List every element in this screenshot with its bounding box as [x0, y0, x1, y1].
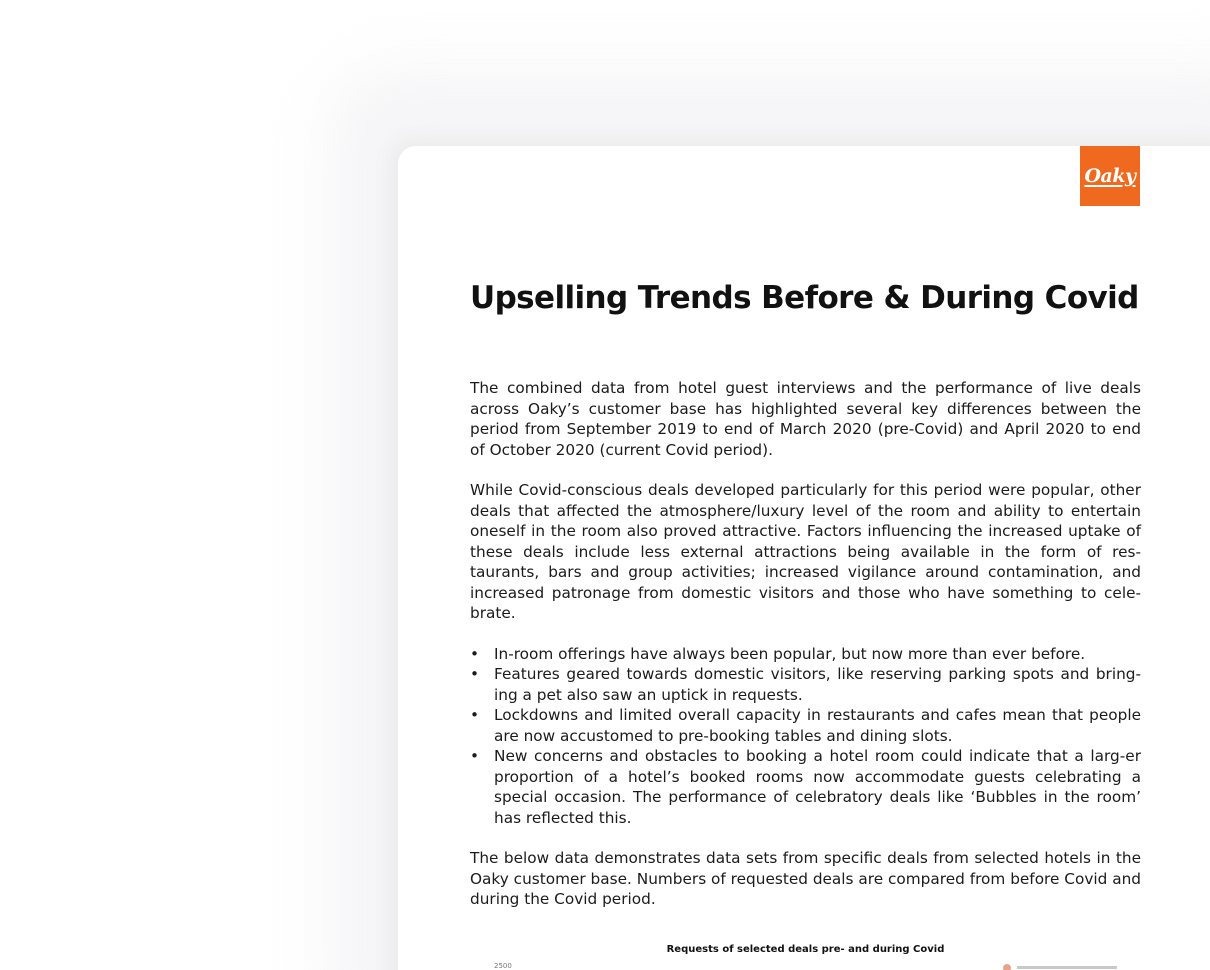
legend-marker — [1003, 964, 1011, 970]
intro-paragraph: The combined data from hotel guest interviews and the performance of live deals across Oaky’s customer base has highlighted several key differences between the period from September 2019 to end of March 2020 (pre-Covid) and April 2020 to end of October 2020 (current Covid period). — [470, 379, 1141, 459]
list-item: • Features geared towards domestic visitors, like reserving parking spots and bring-ing a pet also saw an uptick in requests. — [470, 664, 1141, 705]
findings-list — [470, 644, 1141, 829]
data-intro-paragraph: The below data demonstrates data sets from specific deals from selected hotels in the Oaky customer base. Numbers of requested deals are compared from before Covid and during the Covid period. — [470, 849, 1141, 908]
chart-title: Requests of selected deals pre- and during Covid — [666, 943, 945, 955]
legend-text-placeholder — [1017, 966, 1117, 969]
factors-paragraph: While Covid-conscious deals developed particularly for this period were popular, other deals that affected the atmosphere/luxury level of the room and ability to entertain oneself in the room also proved attractive. Factors influencing the increased uptake of these deals include less external attractions being available in the form of res-taurants, bars and group activities; increased vigilance around contamination, and increased patronage from domestic visitors and those who have something to cele-brate. — [470, 481, 1141, 622]
chart-axis-label: 2500 — [494, 961, 512, 970]
list-item: • Lockdowns and limited overall capacity in restaurants and cafes mean that people are now accustomed to pre-booking tables and dining slots. — [470, 705, 1141, 746]
chart-header — [470, 944, 1141, 970]
document-title: Upselling Trends Before & During Covid — [470, 280, 1139, 316]
chart-legend — [1003, 964, 1117, 970]
list-item: • In-room offerings have always been popular, but now more than ever before. — [470, 644, 1141, 665]
document-content — [470, 276, 1141, 970]
logo-text: Oaky — [1084, 165, 1136, 187]
oaky-logo — [1080, 146, 1140, 206]
document-page — [398, 146, 1210, 970]
list-item: • New concerns and obstacles to booking a hotel room could indicate that a larg-er proportion of a hotel’s booked rooms now accommodate guests celebrating a special occasion. The performance of celebratory deals like ‘Bubbles in the room’ has reflected this. — [470, 746, 1141, 828]
